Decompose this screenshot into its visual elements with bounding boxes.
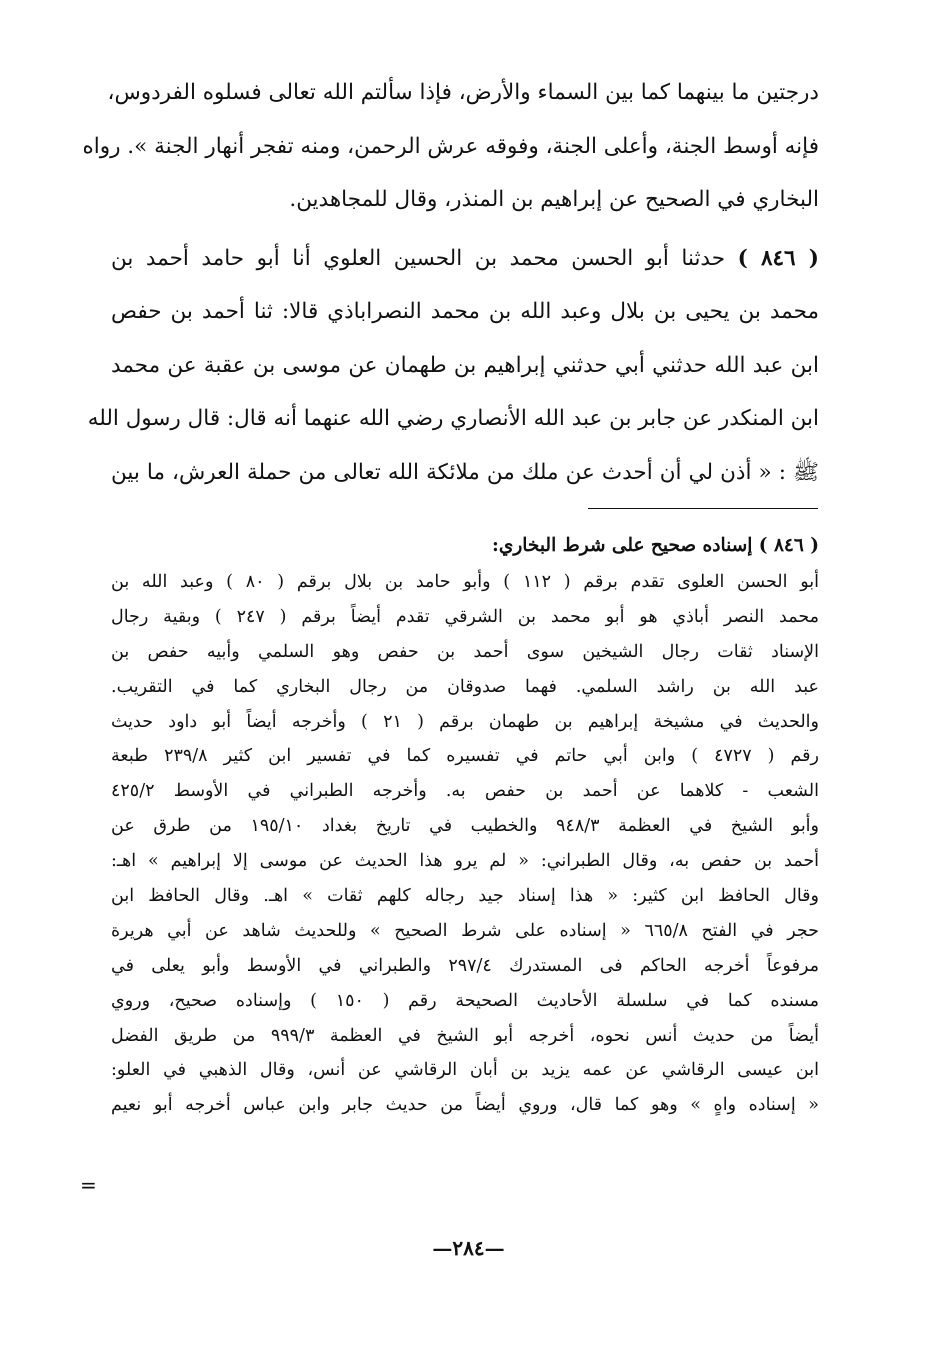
main-text xyxy=(82,66,819,499)
main-line: محمد بن يحيى بن بلال وعبد الله بن محمد النصراباذي قالا: ثنا أحمد بن حفص xyxy=(111,299,819,324)
footnote-line: الإسناد ثقات رجال الشيخين سوى أحمد بن حفص وهو السلمي وأبيه حفص بن xyxy=(111,641,819,662)
footnote-line: عبد الله بن راشد السلمي. فهما صدوقان من رجال البخاري كما في التقريب. xyxy=(111,676,819,697)
footnote-line: « إسناده واهٍ » وهو كما قال، وروي أيضاً من حديث جابر وابن عباس أخرجه أبو نعيم xyxy=(111,1095,819,1116)
main-line-hadith-start xyxy=(111,232,819,286)
footnote-line: وأبو الشيخ في العظمة ٩٤٨/٣ والخطيب في تاريخ بغداد ١٩٥/١٠ من طرق عن xyxy=(111,816,819,837)
footnote-divider xyxy=(588,508,818,509)
footnote-line: حجر في الفتح ٦٦٥/٨ « إسناده على شرط الصحيح » وللحديث شاهد عن أبي هريرة xyxy=(111,920,819,941)
footnote-line: أيضاً من حديث أنس نحوه، أخرجه أبو الشيخ في العظمة ٩٩٩/٣ من طريق الفضل xyxy=(111,1025,819,1046)
main-line: فإنه أوسط الجنة، وأعلى الجنة، وفوقه عرش الرحمن، ومنه تفجر أنهار الجنة ». رواه xyxy=(82,133,819,159)
main-line: درجتين ما بينهما كما بين السماء والأرض، فإذا سألتم الله تعالى فسلوه الفردوس، xyxy=(107,80,819,105)
footnote-line: وقال الحافظ ابن كثير: « هذا إسناد جيد رجاله كلهم ثقات » اهـ. وقال الحافظ ابن xyxy=(111,886,819,907)
main-line: ابن المنكدر عن جابر بن عبد الله الأنصاري رضي الله عنهما أنه قال: قال رسول الله xyxy=(87,406,819,431)
main-line: ﷺ : « أذن لي أن أحدث عن ملك من ملائكة الله تعالى من حملة العرش، ما بين xyxy=(111,459,819,485)
footnote-line: مرفوعاً أخرجه الحاكم فى المستدرك ٢٩٧/٤ والطبراني في الأوسط وأبو يعلى في xyxy=(111,955,819,976)
hadith-number: ( ٨٤٦ ) xyxy=(737,245,819,271)
footnote-line: أبو الحسن العلوى تقدم برقم ( ١١٢ ) وأبو حامد بن بلال برقم ( ٨٠ ) وعبد الله بن xyxy=(111,572,820,592)
footnote-line: والحديث في مشيخة إبراهيم بن طهمان برقم ( ٢١ ) وأخرجه أيضاً أبو داود حديث xyxy=(111,711,819,732)
footnote-line: مسنده كما في سلسلة الأحاديث الصحيحة رقم ( ١٥٠ ) وإسناده صحيح، وروي xyxy=(111,990,819,1011)
footnote-line: رقم ( ٤٧٢٧ ) وابن أبي حاتم في تفسيره كما في تفسير ابن كثير ٢٣٩/٨ طبعة xyxy=(111,746,819,767)
page-number: —٢٨٤— xyxy=(432,1236,505,1260)
footnote xyxy=(111,527,819,1123)
footnote-line: محمد النصر أباذي هو أبو محمد بن الشرقي تقدم أيضاً برقم ( ٢٤٧ ) وبقية رجال xyxy=(111,606,820,627)
footnote-line: أحمد بن حفص به، وقال الطبراني: « لم يرو هذا الحديث عن موسى إلا إبراهيم » اهـ: xyxy=(111,851,819,872)
continuation-mark: = xyxy=(80,1173,97,1197)
hadith-text: حدثنا أبو الحسن محمد بن الحسين العلوي أنا أبو حامد أحمد بن xyxy=(111,245,726,271)
main-line: البخاري في الصحيح عن إبراهيم بن المنذر، وقال للمجاهدين. xyxy=(289,187,819,212)
main-line: ابن عبد الله حدثني أبي حدثني إبراهيم بن طهمان عن موسى بن عقبة عن محمد xyxy=(111,352,819,378)
footnote-line: الشعب - كلاهما عن أحمد بن حفص به. وأخرجه الطبراني في الأوسط ٤٢٥/٢ xyxy=(111,781,819,802)
footnote-line: ابن عيسى الرقاشي عن عمه يزيد بن أبان الرقاشي عن أنس، وقال الذهبي في العلو: xyxy=(111,1060,819,1081)
footnote-heading: ( ٨٤٦ ) إسناده صحيح على شرط البخاري: xyxy=(492,535,819,556)
